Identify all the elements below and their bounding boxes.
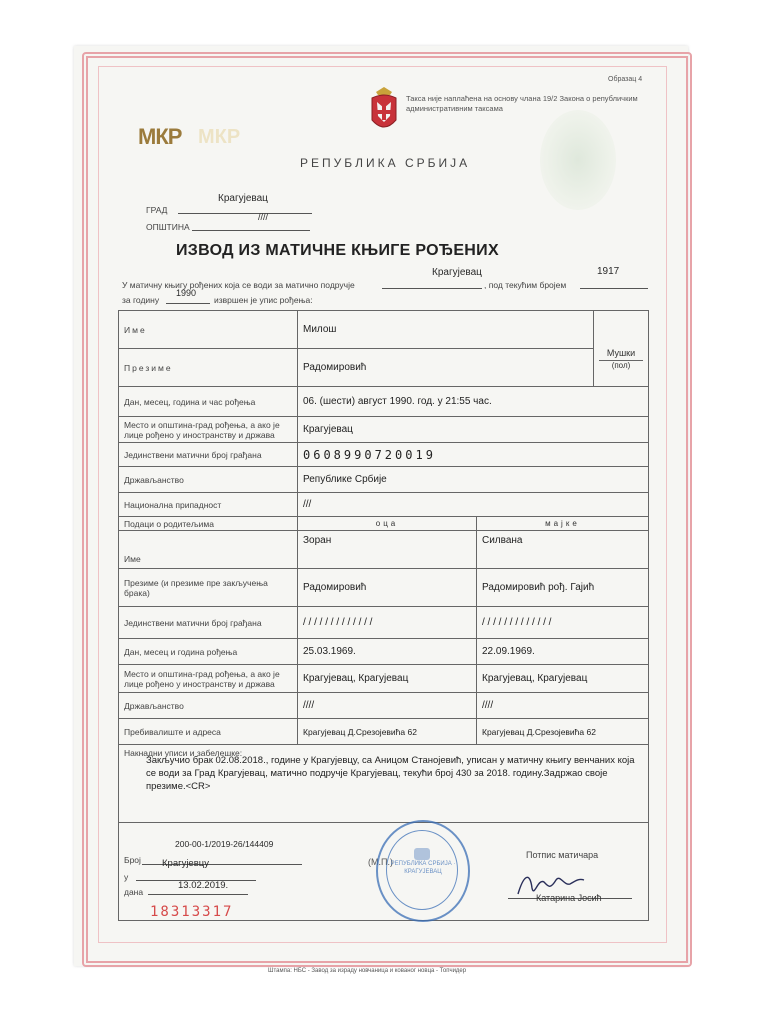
parent-row-label: Држављанство: [119, 693, 298, 719]
row-nationality: [119, 493, 649, 517]
father-value: ////: [298, 693, 477, 719]
mkr-logo: МКР: [138, 124, 182, 149]
mp-label: (М.П.): [368, 857, 393, 867]
dana-label: дана: [124, 887, 144, 897]
republic-title: РЕПУБЛИКА СРБИЈА: [300, 156, 471, 170]
birth-record-table: [118, 310, 649, 921]
father-value: Крагујевац, Крагујевац: [298, 665, 477, 693]
tax-note: Такса није наплаћена на основу члана 19/2 Закона о републичким административним таксама: [406, 94, 638, 113]
citizenship-value: Републике Србије: [298, 467, 649, 493]
mother-header: мајке: [477, 517, 649, 531]
opstina-value: ////: [258, 212, 269, 222]
form-number: Образац 4: [608, 76, 643, 83]
row-dob: [119, 387, 649, 417]
row-prezime: [119, 349, 649, 387]
row-parents-header: [119, 517, 649, 531]
father-value: Крагујевац Д.Срезојевића 62: [298, 719, 477, 745]
notes-cell: [119, 745, 649, 823]
parent-row-label: Место и општина-град рођења, а ако је лице рођено у иностранству и држава: [119, 665, 298, 693]
father-value: Радомировић: [298, 569, 477, 607]
nationality-value: ///: [298, 493, 649, 517]
place-value: Крагујевац: [298, 417, 649, 443]
intro-line2-start: за годину: [122, 295, 160, 305]
mother-value: Крагујевац, Крагујевац: [477, 665, 649, 693]
mkr-logo-shadow: МКР: [198, 126, 241, 148]
mother-value: Силвана: [477, 531, 649, 569]
mother-value: 22.09.1969.: [477, 639, 649, 665]
parent-row-label: Дан, месец и година рођења: [119, 639, 298, 665]
prezime-value: Радомировић: [298, 349, 594, 387]
citizenship-label: Држављанство: [119, 467, 298, 493]
parent-row: [119, 665, 649, 693]
jmbg-value: 0608990720019: [298, 443, 649, 467]
father-header: оца: [298, 517, 477, 531]
opstina-label: ОПШТИНА: [146, 222, 190, 232]
document-title: ИЗВОД ИЗ МАТИЧНЕ КЊИГЕ РОЂЕНИХ: [176, 242, 499, 259]
serial-number: 18313317: [150, 904, 234, 920]
row-place: [119, 417, 649, 443]
grad-label: ГРАД: [146, 205, 168, 215]
parent-row: [119, 639, 649, 665]
row-jmbg: [119, 443, 649, 467]
nationality-label: Национална припадност: [119, 493, 298, 517]
parent-row: [119, 531, 649, 569]
signature-label: Потпис матичара: [526, 850, 599, 860]
notes-text: Закључио брак 02.08.2018., године у Крагујевцу, са Аницом Станојевић, уписан у матичну књигу венчаних која се води за Град Крагујевац, матично подручје Крагујевац, текући број 430 за 2018. годину.Задржао своје презиме.<CR>: [146, 755, 635, 792]
intro-line1: У матичну књигу рођених која се води за матично подручје: [122, 280, 355, 290]
prezime-label: Презиме: [119, 349, 298, 387]
row-notes: [119, 745, 649, 823]
parent-row: [119, 569, 649, 607]
stamp-crest-icon: [414, 848, 430, 860]
printer-note: Штампа: НБС - Завод за израду новчаница и кованог новца - Топчидер: [268, 968, 467, 974]
mother-value: Крагујевац Д.Срезојевића 62: [477, 719, 649, 745]
grad-value: Крагујевац: [218, 193, 268, 204]
intro-area: Крагујевац: [432, 267, 482, 278]
stamp-text: РЕПУБЛИКА СРБИЈА · КРАГУЈЕВАЦ: [390, 861, 456, 875]
parent-row: [119, 719, 649, 745]
parent-row-label: Име: [119, 531, 298, 569]
watermark-emblem: [540, 110, 616, 210]
ime-value: Милош: [298, 311, 594, 349]
pol-cell: [594, 311, 649, 387]
coat-of-arms-icon: [368, 86, 400, 141]
intro-number: 1917: [597, 266, 620, 277]
u-value: Крагујевцу: [162, 858, 209, 869]
place-label: Место и општина-град рођења, а ако је лице рођено у иностранству и држава: [119, 417, 298, 443]
notes-label: Накнадни уписи и забелешке:: [124, 748, 243, 758]
parent-row-label: Пребивалиште и адреса: [119, 719, 298, 745]
father-value: / / / / / / / / / / / / /: [298, 607, 477, 639]
broj-value: 200-00-1/2019-26/144409: [175, 839, 274, 849]
intro-line1-end: , под текућим бројем: [484, 280, 567, 290]
parents-header-label: Подаци о родитељима: [119, 517, 298, 531]
parent-row-label: Јединствени матични број грађана: [119, 607, 298, 639]
jmbg-label: Јединствени матични број грађана: [119, 443, 298, 467]
father-value: 25.03.1969.: [298, 639, 477, 665]
intro-year: 1990: [176, 288, 197, 298]
row-citizenship: [119, 467, 649, 493]
parent-row: [119, 607, 649, 639]
u-label: у: [124, 872, 129, 882]
mother-value: ////: [477, 693, 649, 719]
father-value: Зоран: [298, 531, 477, 569]
broj-label: Број: [124, 855, 141, 865]
parent-row: [119, 693, 649, 719]
row-ime: [119, 311, 649, 349]
ime-label: Име: [119, 311, 298, 349]
parent-row-label: Презиме (и презиме пре закључења брака): [119, 569, 298, 607]
signatory-name: Катарина Јосић: [536, 893, 602, 903]
pol-label: (пол): [599, 360, 643, 370]
official-stamp: [376, 820, 470, 922]
dob-label: Дан, месец, година и час рођења: [119, 387, 298, 417]
dana-value: 13.02.2019.: [178, 880, 229, 891]
pol-value: Мушки: [606, 347, 636, 358]
mother-value: / / / / / / / / / / / / /: [477, 607, 649, 639]
intro-line2-end: извршен је упис рођења:: [214, 295, 313, 305]
mother-value: Радомировић рођ. Гајић: [477, 569, 649, 607]
dob-value: 06. (шести) август 1990. год. у 21:55 час.: [298, 387, 649, 417]
